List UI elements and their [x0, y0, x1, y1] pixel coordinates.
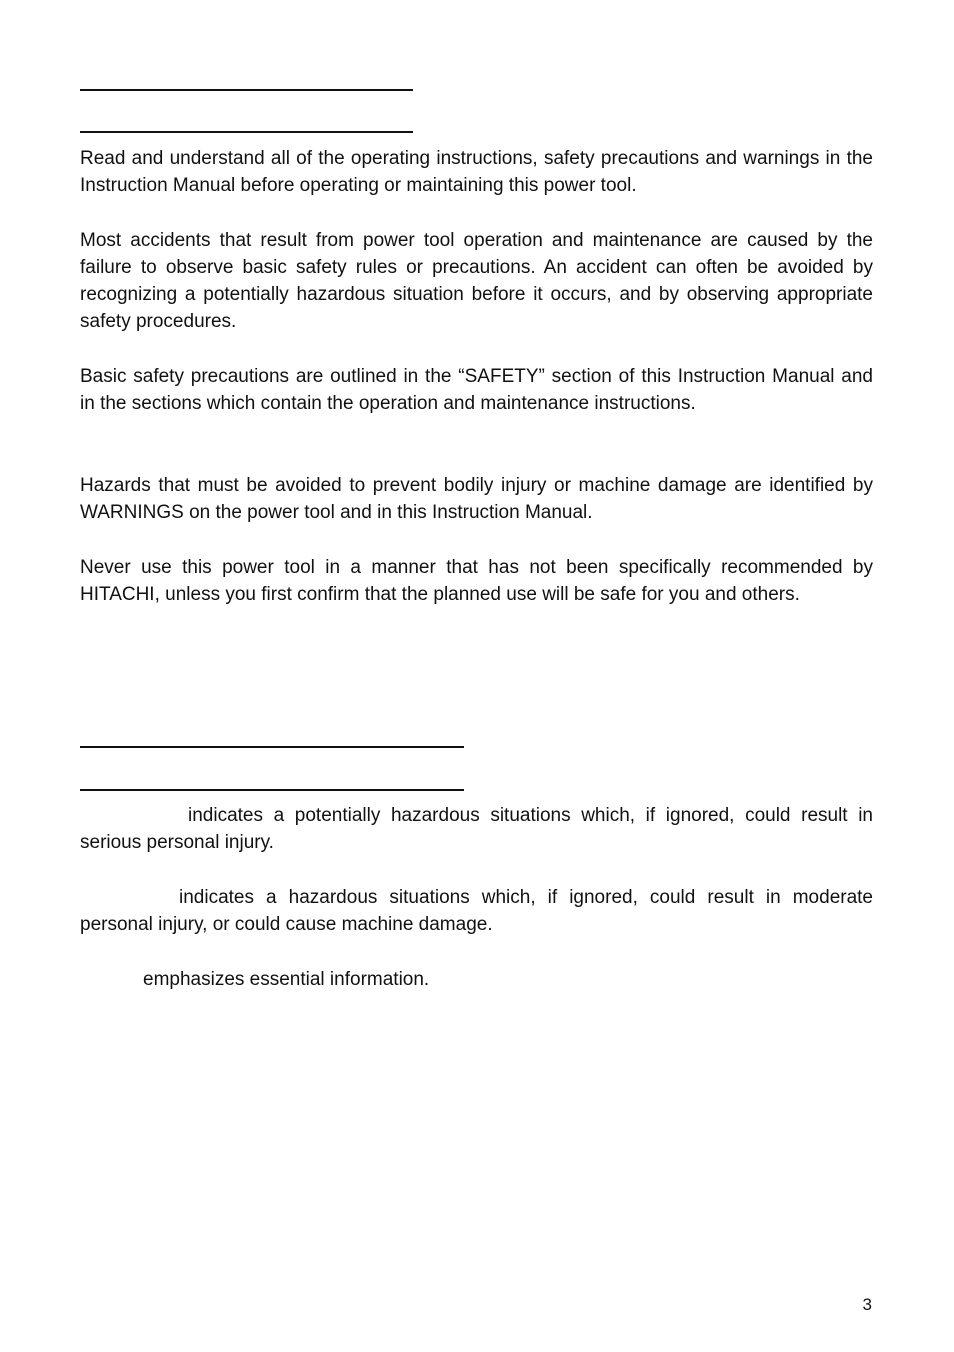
section2-heading-rule-bottom	[80, 789, 464, 791]
section2-heading-rule-top	[80, 746, 464, 748]
page-number: 3	[862, 1295, 872, 1314]
intro-paragraph-accidents: Most accidents that result from power tool operation and maintenance are caused by the failure to observe basic safety rules or precautions. An accident can often be avoided by recognizing a potentially hazardous situation before it occurs, and by observing appropriate safety procedures.	[80, 230, 873, 332]
section1-heading-rule-top	[80, 89, 413, 91]
intro-paragraph-hazards: Hazards that must be avoided to prevent bodily injury or machine damage are identified by WARNINGS on the power tool and in this Instruction Manual.	[80, 475, 873, 523]
definition-warning: indicates a potentially hazardous situations which, if ignored, could result in serious personal injury.	[80, 805, 873, 853]
definition-note: emphasizes essential information.	[143, 969, 430, 990]
definition-caution: indicates a hazardous situations which, if ignored, could result in moderate personal injury, or could cause machine damage.	[80, 887, 873, 935]
intro-paragraph-never-use: Never use this power tool in a manner that has not been specifically recommended by HITACHI, unless you first confirm that the planned use will be safe for you and others.	[80, 557, 873, 605]
intro-paragraph-read-manual: Read and understand all of the operating instructions, safety precautions and warnings in the Instruction Manual before operating or maintaining this power tool.	[80, 148, 873, 196]
intro-paragraph-basic-precautions: Basic safety precautions are outlined in the “SAFETY” section of this Instruction Manual and in the sections which contain the operation and maintenance instructions.	[80, 366, 873, 414]
section1-heading-rule-bottom	[80, 131, 413, 133]
